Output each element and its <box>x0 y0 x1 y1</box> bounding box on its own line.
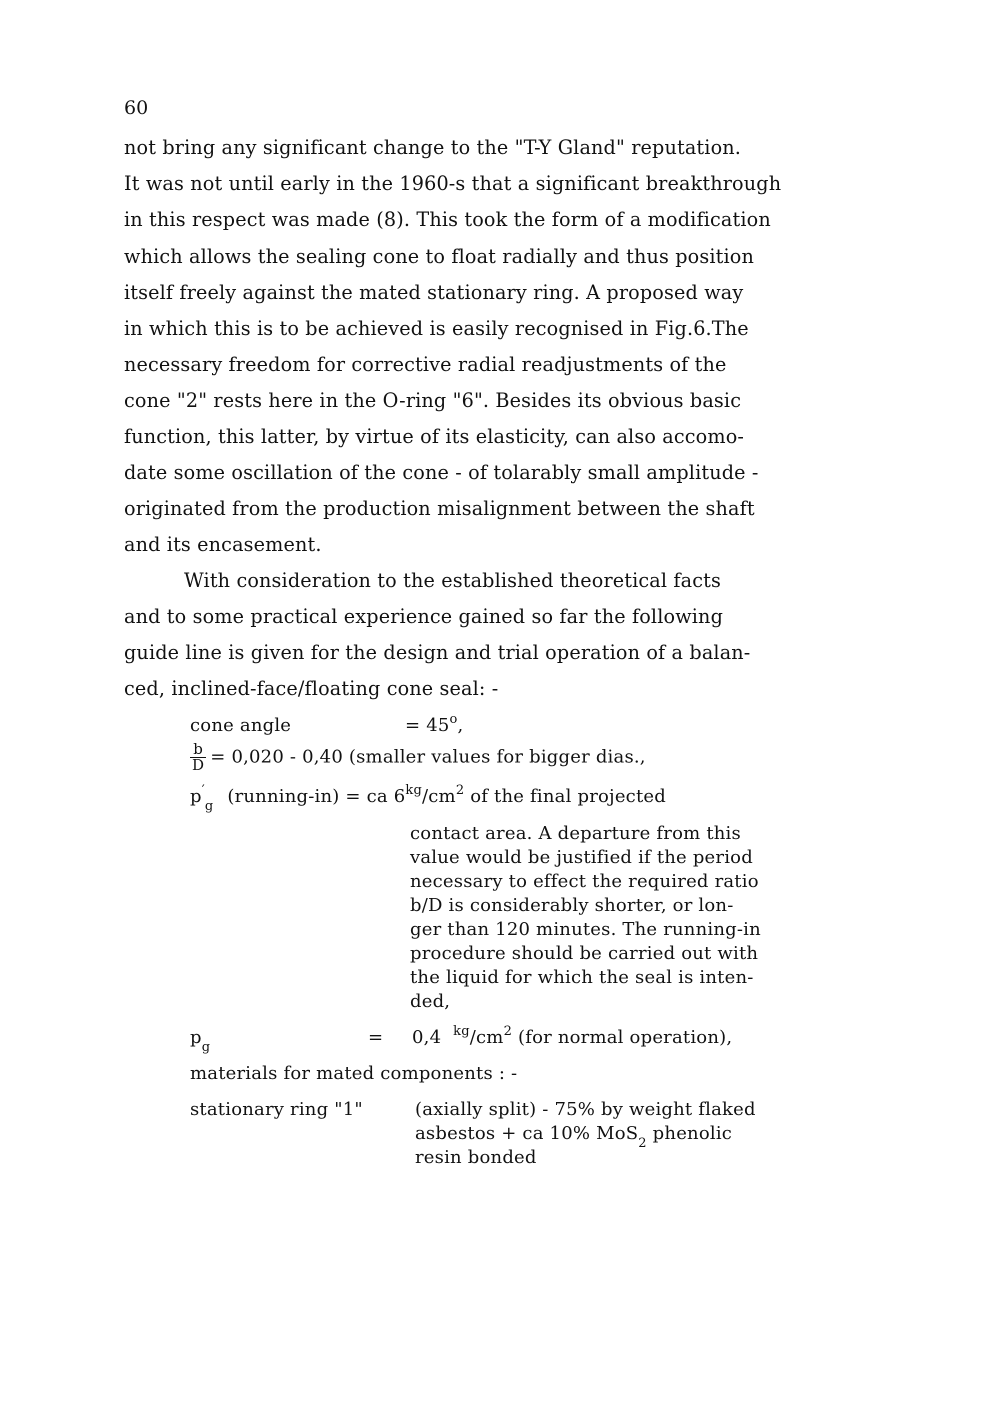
spec-ratio <box>190 742 646 773</box>
text-line: and its encasement. <box>124 533 322 556</box>
spec-cone-angle <box>190 712 464 738</box>
text-line: in this respect was made (8). This took the form of a modification <box>124 208 771 231</box>
text-line: value would be justified if the period <box>410 847 753 868</box>
text-line: which allows the sealing cone to float radially and thus position <box>124 245 754 268</box>
text-line: cone "2" rests here in the O-ring "6". Besides its obvious basic <box>124 389 742 412</box>
spec-label: cone angle <box>190 715 292 736</box>
text-line: resin bonded <box>415 1147 537 1168</box>
text-line: ded, <box>410 991 451 1012</box>
spec-value: = 0,020 - 0,40 (smaller values for bigger dias., <box>210 746 646 768</box>
text-line: itself freely against the mated stationary ring. A proposed way <box>124 281 744 304</box>
text-line: function, this latter, by virtue of its elasticity, can also accomo- <box>124 425 745 448</box>
text-line: necessary to effect the required ratio <box>410 871 759 892</box>
text-line: (axially split) - 75% by weight flaked <box>415 1099 756 1120</box>
text-line: necessary freedom for corrective radial readjustments of the <box>124 353 727 376</box>
spec-pg-running-in: $p'_g$ (running-in) = ca $6^{kg}/cm^2$ of the final projected <box>190 783 666 814</box>
text-line: asbestos + ca 10% MoS$_2$ phenolic <box>415 1123 733 1151</box>
materials-heading: materials for mated components : - <box>190 1063 518 1084</box>
text-line: contact area. A departure from this <box>410 823 741 844</box>
text-line: With consideration to the established theoretical facts <box>184 569 722 592</box>
text-line: b/D is considerably shorter, or lon- <box>410 895 734 916</box>
fraction-b-over-d: $\frac{b}{D}$ <box>192 740 205 774</box>
spec-value: = $45^o$, <box>405 712 464 736</box>
text-line: originated from the production misalignment between the shaft <box>124 497 755 520</box>
spec-label: stationary ring "1" <box>190 1099 363 1120</box>
text-line: date some oscillation of the cone - of tolarably small amplitude - <box>124 461 759 484</box>
text-line: not bring any significant change to the "T-Y Gland" reputation. <box>124 136 742 159</box>
text-line: guide line is given for the design and trial operation of a balan- <box>124 641 751 664</box>
text-line: and to some practical experience gained so far the following <box>124 605 723 628</box>
text-line: the liquid for which the seal is inten- <box>410 967 754 988</box>
page-number: 60 <box>124 97 149 119</box>
text-line: It was not until early in the 1960-s that a significant breakthrough <box>124 172 782 195</box>
text-line: in which this is to be achieved is easily recognised in Fig.6.The <box>124 317 749 340</box>
text-line: ced, inclined-face/floating cone seal: - <box>124 677 499 700</box>
spec-pg-normal: $p_g$ = 0,4 $^{kg}/cm^2$ (for normal operation), <box>190 1024 733 1055</box>
text-line: ger than 120 minutes. The running-in <box>410 919 761 940</box>
text-line: procedure should be carried out with <box>410 943 759 964</box>
